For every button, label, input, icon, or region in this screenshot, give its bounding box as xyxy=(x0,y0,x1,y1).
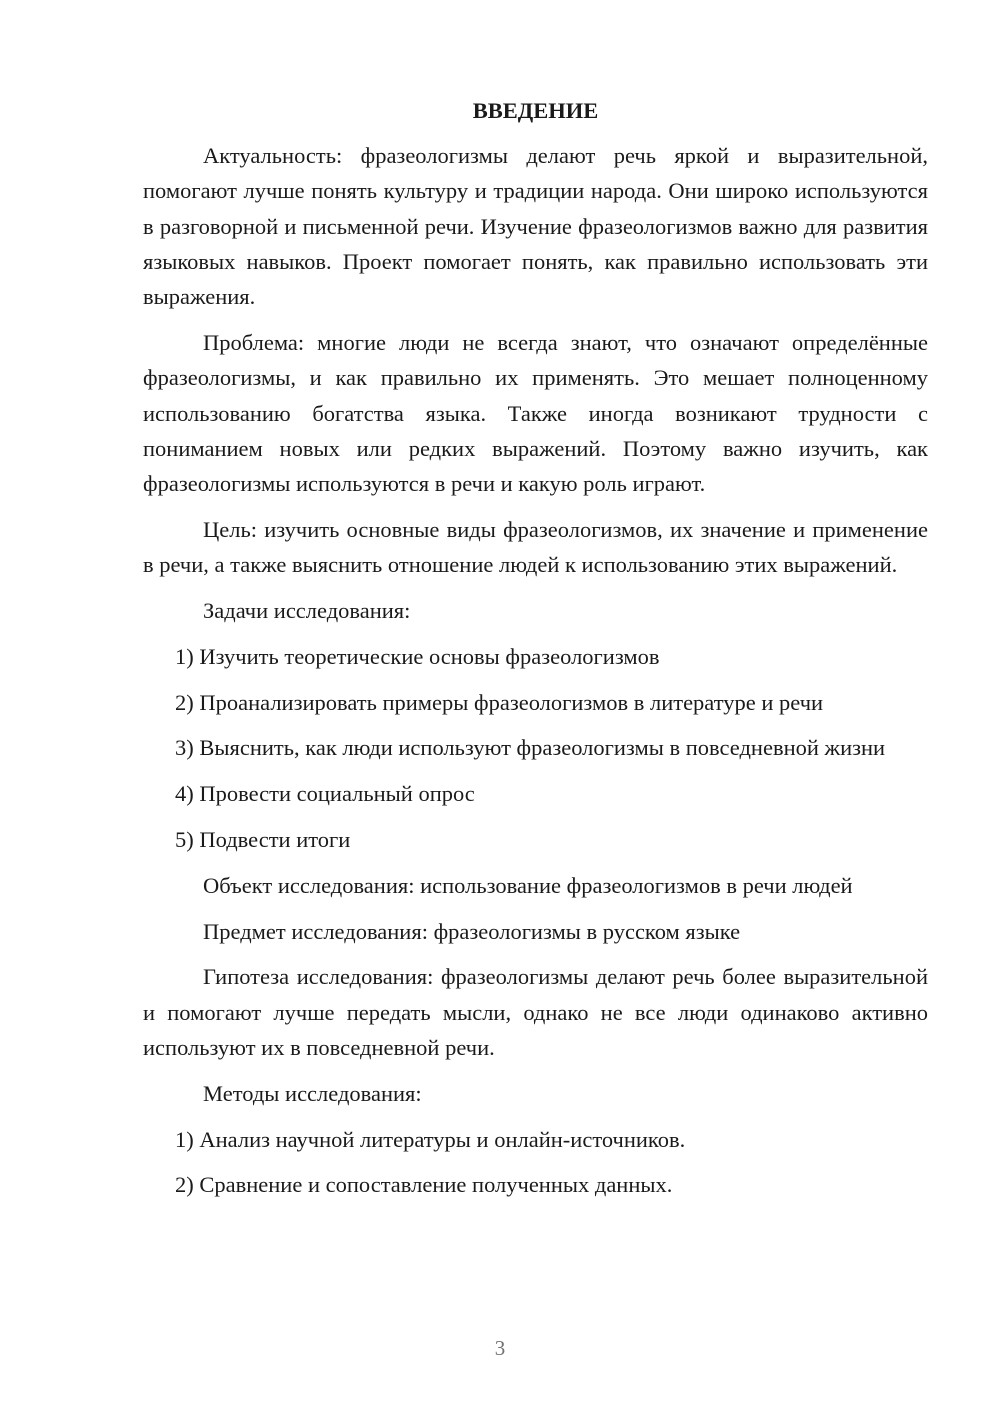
paragraph-subject: Предмет исследования: фразеологизмы в русском языке xyxy=(203,918,741,944)
paragraph-problem: Проблема: многие люди не всегда знают, что означают определённые фразеологизмы, и как правильно их применять. Это мешает полноценному использованию богатства языка. Также иногда возникают трудности с пониманием новых или редких выражений. Поэтому важно изучить, как фразеологизмы используются в речи и какую роль играют. xyxy=(143,329,928,497)
section-title: ВВЕДЕНИЕ xyxy=(472,98,599,123)
list-item-method-2: 2) Сравнение и сопоставление полученных данных. xyxy=(175,1172,673,1198)
list-item-task-3: 3) Выяснить, как люди используют фразеологизмы в повседневной жизни xyxy=(175,735,886,761)
paragraph-methods-heading: Методы исследования: xyxy=(203,1080,422,1106)
list-item-method-1: 1) Анализ научной литературы и онлайн-источников. xyxy=(175,1126,686,1152)
paragraph-goal: Цель: изучить основные виды фразеологизмов, их значение и применение в речи, а также выяснить отношение людей к использованию этих выражений. xyxy=(143,516,928,578)
paragraph-hypothesis: Гипотеза исследования: фразеологизмы делают речь более выразительной и помогают лучше передать мысли, однако не все люди одинаково активно используют их в повседневной речи. xyxy=(143,964,928,1061)
page-content xyxy=(143,93,928,1213)
paragraph-object: Объект исследования: использование фразеологизмов в речи людей xyxy=(203,872,853,898)
paragraph-relevance: Актуальность: фразеологизмы делают речь яркой и выразительной, помогают лучше понять культуру и традиции народа. Они широко используются в разговорной и письменной речи. Изучение фразеологизмов важно для развития языковых навыков. Проект помогает понять, как правильно использовать эти выражения. xyxy=(143,143,928,310)
list-item-task-2: 2) Проанализировать примеры фразеологизмов в литературе и речи xyxy=(175,689,824,715)
paragraph-tasks-heading: Задачи исследования: xyxy=(203,598,411,624)
list-item-task-1: 1) Изучить теоретические основы фразеологизмов xyxy=(175,643,660,669)
list-item-task-4: 4) Провести социальный опрос xyxy=(175,781,475,807)
page-number: 3 xyxy=(494,1336,506,1360)
list-item-task-5: 5) Подвести итоги xyxy=(175,827,351,853)
